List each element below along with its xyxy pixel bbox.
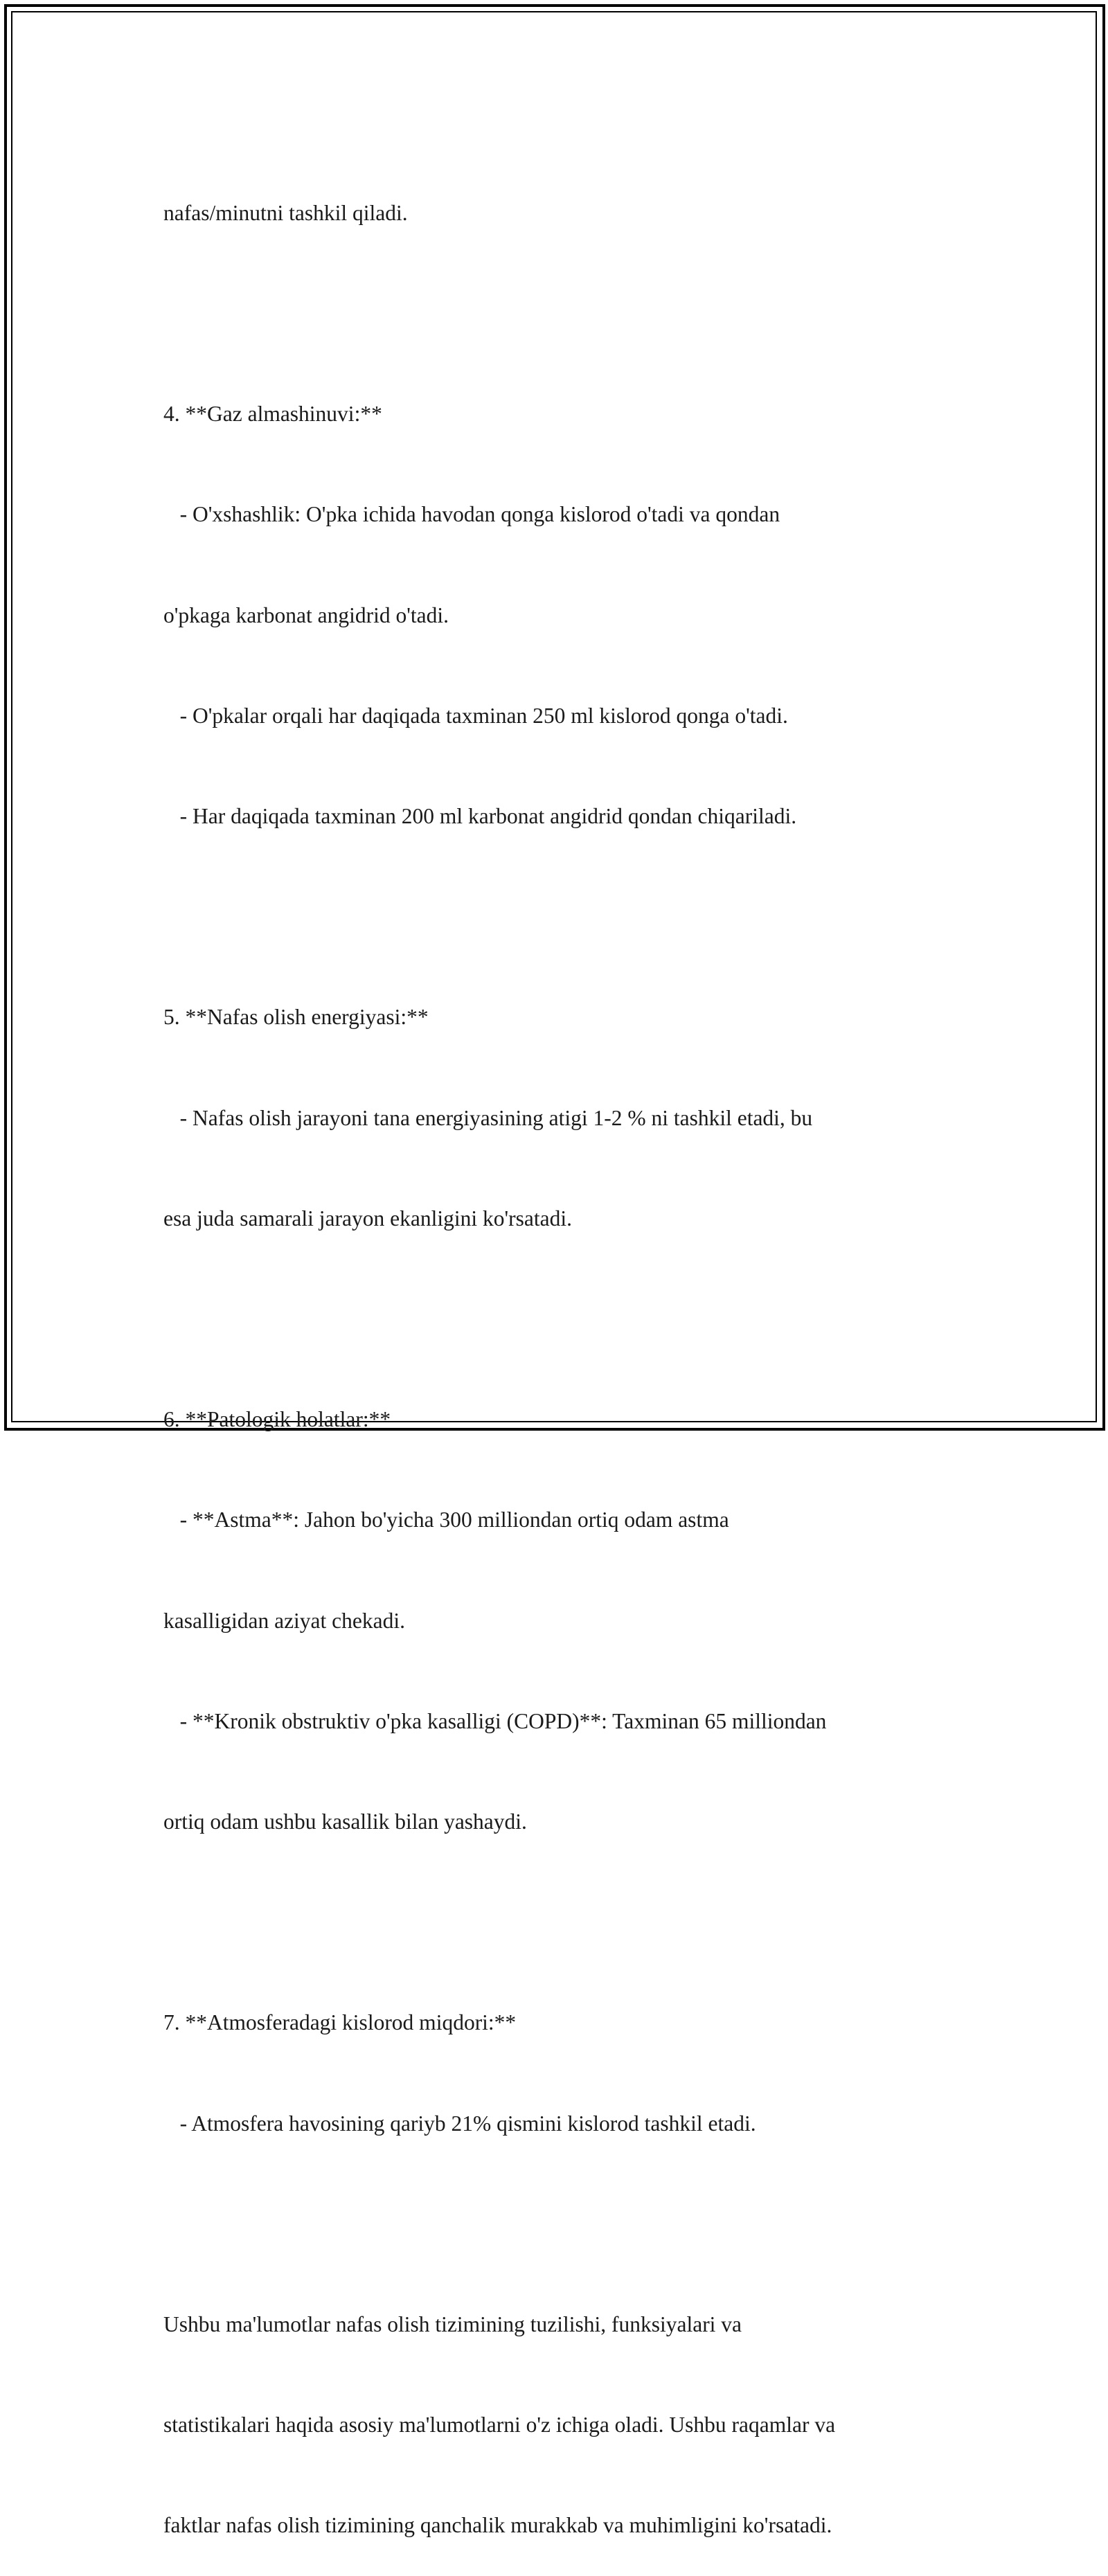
blank-line <box>163 2208 960 2241</box>
text-line: - **Astma**: Jahon bo'yicha 300 milliondan ortiq odam astma <box>163 1508 729 1532</box>
conclusion-line: statistikalari haqida asosiy ma'lumotlarni o'z ichiga oladi. Ushbu raqamlar va <box>163 2413 836 2438</box>
blank-line <box>163 1303 960 1336</box>
section-heading-atmosferadagi-kislorod: 7. **Atmosferadagi kislorod miqdori:** <box>163 2010 517 2035</box>
text-line: - O'xshashlik: O'pka ichida havodan qonga kislorod o'tadi va qondan <box>163 502 780 527</box>
text-line: ortiq odam ushbu kasallik bilan yashaydi. <box>163 1809 527 1834</box>
section-heading-patologik-holatlar: 6. **Patologik holatlar:** <box>163 1407 391 1432</box>
text-line: o'pkaga karbonat angidrid o'tadi. <box>163 602 449 627</box>
blank-line <box>163 900 960 933</box>
text-line: - **Kronik obstruktiv o'pka kasalligi (COPD)**: Taxminan 65 milliondan <box>163 1708 827 1733</box>
text-line: kasalligidan aziyat chekadi. <box>163 1608 405 1633</box>
text-line: nafas/minutni tashkil qiladi. <box>163 200 408 225</box>
text-line: - Atmosfera havosining qariyb 21% qismini kislorod tashkil etadi. <box>163 2111 756 2136</box>
text-line: esa juda samarali jarayon ekanligini ko'rsatadi. <box>163 1206 572 1231</box>
section-heading-gaz-almashinuvi: 4. **Gaz almashinuvi:** <box>163 402 382 427</box>
conclusion-line: Ushbu ma'lumotlar nafas olish tizimining tuzilishi, funksiyalari va <box>163 2312 742 2337</box>
blank-line <box>163 1906 960 1939</box>
text-line: - Nafas olish jarayoni tana energiyasining atigi 1-2 % ni tashkil etadi, bu <box>163 1105 813 1130</box>
conclusion-line: faktlar nafas olish tizimining qanchalik murakkab va muhimligini ko'rsatadi. <box>163 2513 832 2538</box>
document-body <box>163 129 960 2576</box>
text-line: - Har daqiqada taxminan 200 ml karbonat angidrid qondan chiqariladi. <box>163 804 797 829</box>
text-line: - O'pkalar orqali har daqiqada taxminan 250 ml kislorod qonga o'tadi. <box>163 703 788 728</box>
section-heading-nafas-olish-energiyasi: 5. **Nafas olish energiyasi:** <box>163 1005 429 1030</box>
blank-line <box>163 297 960 330</box>
